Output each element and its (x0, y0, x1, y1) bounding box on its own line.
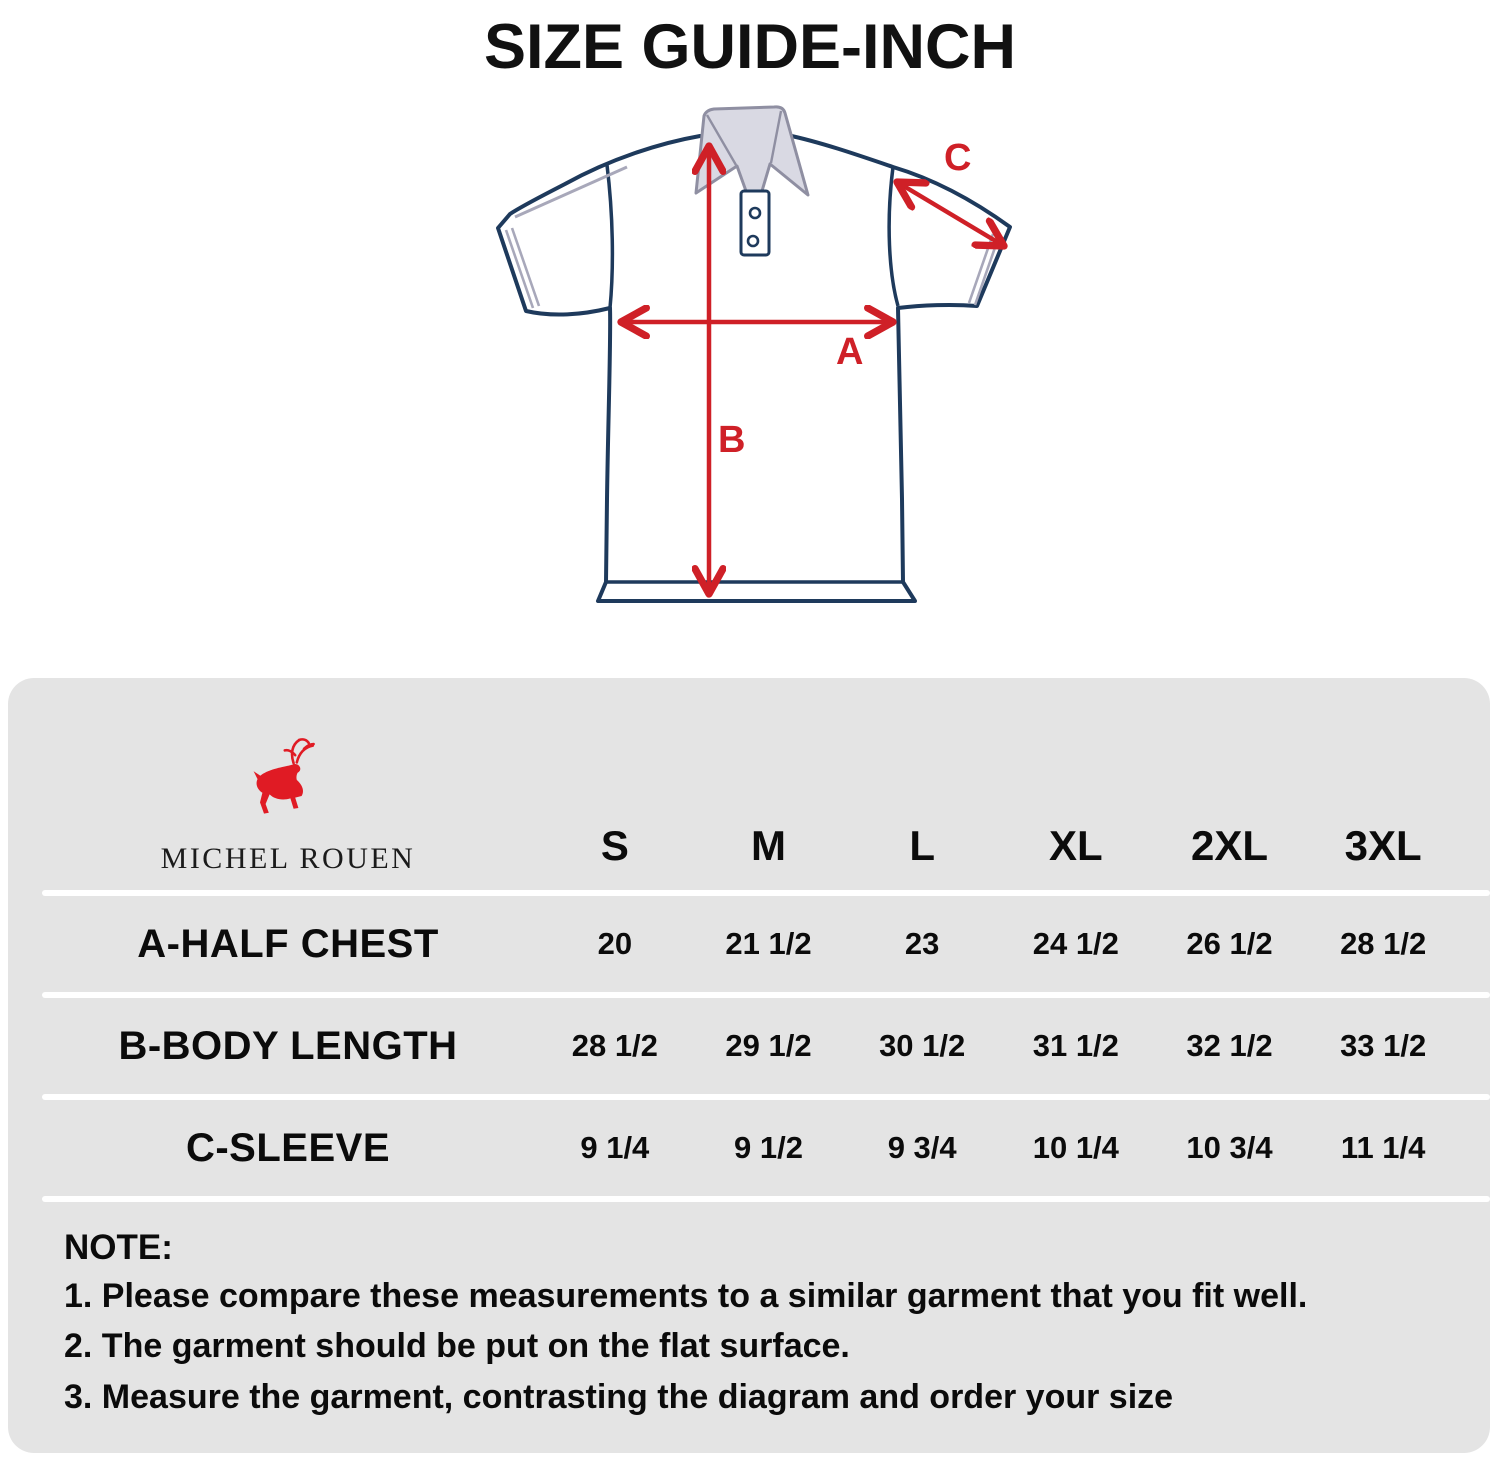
deer-logo-icon (248, 730, 328, 830)
cell-value: 11 1/4 (1340, 1130, 1426, 1165)
button-top (750, 208, 760, 218)
size-col-m: M (750, 822, 786, 869)
cell-value: 9 1/4 (580, 1130, 650, 1165)
size-col-s: S (600, 822, 629, 869)
brand-block (38, 730, 538, 890)
note-item-3: 3. Measure the garment, contrasting the diagram and order your size (64, 1377, 1174, 1416)
row-label: A-HALF CHEST (137, 921, 439, 966)
button-bottom (748, 236, 758, 246)
note-heading: NOTE: (64, 1228, 173, 1267)
row-label: B-BODY LENGTH (118, 1023, 458, 1068)
cell-value: 9 1/2 (734, 1130, 803, 1165)
row-label: C-SLEEVE (185, 1125, 391, 1170)
cell-value: 20 (597, 926, 633, 961)
cell-value: 30 1/2 (879, 1028, 966, 1063)
cell-value: 26 1/2 (1186, 926, 1273, 961)
cell-value: 28 1/2 (571, 1028, 658, 1063)
measure-label-b: B (718, 418, 746, 461)
collar (696, 107, 808, 195)
size-table-panel (8, 678, 1490, 1453)
cell-value: 32 1/2 (1186, 1028, 1273, 1063)
table-row-half-chest (8, 896, 1490, 992)
cell-value: 31 1/2 (1032, 1028, 1119, 1063)
page-title: SIZE GUIDE-INCH (483, 12, 1017, 82)
size-col-xl: XL (1048, 822, 1103, 869)
cell-value: 33 1/2 (1340, 1028, 1427, 1063)
notes-section (8, 1202, 1490, 1416)
note-item-2: 2. The garment should be put on the flat surface. (64, 1327, 850, 1366)
size-col-3xl: 3XL (1344, 822, 1422, 869)
cell-value: 29 1/2 (725, 1028, 812, 1063)
table-row-sleeve (8, 1100, 1490, 1196)
measure-label-a: A (836, 330, 864, 373)
cell-value: 28 1/2 (1340, 926, 1427, 961)
size-col-2xl: 2XL (1190, 822, 1268, 869)
size-table-header-row (8, 678, 1490, 890)
cell-value: 9 3/4 (887, 1130, 957, 1165)
polo-shirt-measurement-diagram (440, 89, 1030, 634)
cell-value: 10 1/4 (1032, 1130, 1119, 1165)
note-item-1: 1. Please compare these measurements to a similar garment that you fit well. (64, 1277, 1308, 1315)
cell-value: 21 1/2 (725, 926, 812, 961)
size-col-l: L (909, 822, 935, 869)
brand-name: MICHEL ROUEN (160, 842, 416, 875)
cell-value: 24 1/2 (1032, 926, 1119, 961)
table-row-body-length (8, 998, 1490, 1094)
measure-label-c: C (944, 136, 972, 179)
cell-value: 23 (904, 926, 940, 961)
cell-value: 10 3/4 (1186, 1130, 1273, 1165)
